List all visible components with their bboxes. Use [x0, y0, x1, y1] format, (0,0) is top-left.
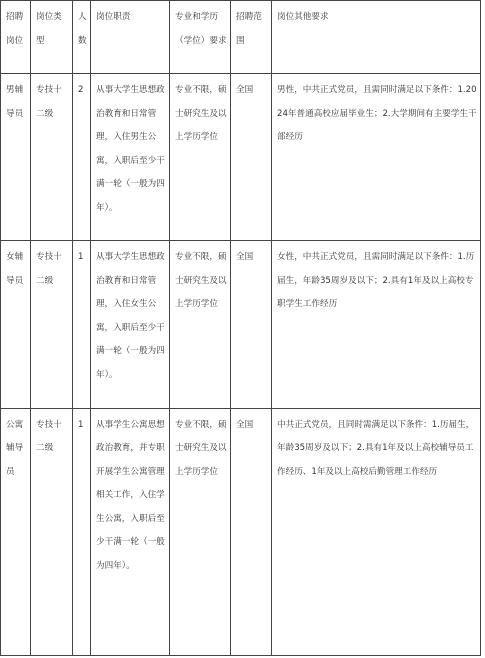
cell-post: 男辅导员	[1, 74, 31, 241]
cell-post: 公寓辅导员	[1, 408, 31, 655]
cell-edu: 专业不限，硕士研究生及以上学历学位	[170, 408, 231, 655]
header-range: 招聘范围	[231, 1, 272, 74]
cell-range: 全国	[231, 241, 272, 408]
cell-other: 中共正式党员，且同时需满足以下条件：1.历届生，年龄35周岁及以下；2.具有1年及以上高校辅导员工作经历、1年及以上高校后勤管理工作经历	[272, 408, 481, 655]
cell-type: 专技十二级	[31, 241, 73, 408]
table-header-row	[1, 1, 481, 74]
cell-duty: 从事大学生思想政治教育和日常管理，入住男生公寓，入职后至少干满一轮（一般为四年）。	[91, 74, 170, 241]
cell-num: 1	[73, 241, 91, 408]
cell-edu: 专业不限，硕士研究生及以上学历学位	[170, 74, 231, 241]
cell-range: 全国	[231, 74, 272, 241]
cell-num: 2	[73, 74, 91, 241]
cell-post: 女辅导员	[1, 241, 31, 408]
cell-other: 女性，中共正式党员，且需同时满足以下条件：1.历届生，年龄35周岁及以下；2.具有1年及以上高校专职学生工作经历	[272, 241, 481, 408]
cell-range: 全国	[231, 408, 272, 655]
header-duty: 岗位职责	[91, 1, 170, 74]
header-edu: 专业和学历（学位）要求	[170, 1, 231, 74]
cell-duty: 从事学生公寓思想政治教育，并专职开展学生公寓管理相关工作，入住学生公寓，入职后至少干满一轮（一般为四年）。	[91, 408, 170, 655]
table-row	[1, 408, 481, 655]
cell-type: 专技十二级	[31, 408, 73, 655]
header-num: 人数	[73, 1, 91, 74]
table-row	[1, 74, 481, 241]
header-type: 岗位类型	[31, 1, 73, 74]
table-row	[1, 241, 481, 408]
header-post: 招聘岗位	[1, 1, 31, 74]
cell-num: 1	[73, 408, 91, 655]
cell-type: 专技十二级	[31, 74, 73, 241]
cell-other: 男性，中共正式党员，且需同时满足以下条件：1.2024年普通高校应届毕业生；2.大学期间有主要学生干部经历	[272, 74, 481, 241]
cell-edu: 专业不限，硕士研究生及以上学历学位	[170, 241, 231, 408]
cell-duty: 从事大学生思想政治教育和日常管理，入住女生公寓，入职后至少干满一轮（一般为四年）。	[91, 241, 170, 408]
header-other: 岗位其他要求	[272, 1, 481, 74]
